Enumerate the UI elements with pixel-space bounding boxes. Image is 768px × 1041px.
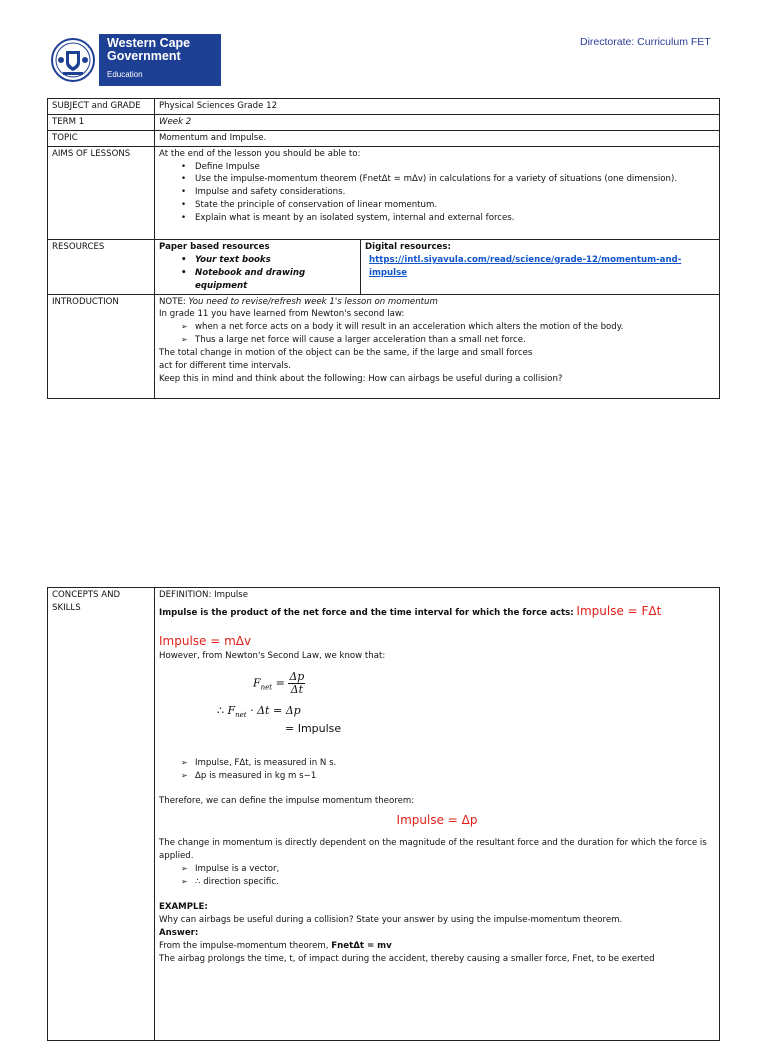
topic-label: TOPIC <box>48 130 155 146</box>
intro-line: Keep this in mind and think about the following: How can airbags be useful during a collision? <box>159 373 563 384</box>
table-row <box>48 240 720 295</box>
table-row <box>48 146 720 239</box>
term-value: Week 2 <box>155 114 720 130</box>
list-item: ➢ Impulse, FΔt, is measured in N s. <box>195 757 715 770</box>
topic-value: Momentum and Impulse. <box>155 130 720 146</box>
newton-formula: $F_{net}$ = $\frac{\Delta p}{\Delta t}$ ∴ $F_{net} \cdot \Delta t = \Delta p$ = Impulse <box>217 669 342 735</box>
intro-line: In grade 11 you have learned from Newton's second law: <box>159 309 405 320</box>
list-item: ➢ Impulse is a vector, <box>195 863 715 876</box>
intro-note: NOTE: You need to revise/refresh week 1's lesson on momentum <box>159 296 438 307</box>
wcg-logo <box>47 34 221 86</box>
aims-intro: At the end of the lesson you should be able to: <box>159 148 361 159</box>
list-item: • State the principle of conservation of linear momentum. <box>195 199 715 212</box>
list-item: • Impulse and safety considerations. <box>195 186 715 199</box>
intro-bullets <box>159 321 715 347</box>
aims-label: AIMS OF LESSONS <box>48 146 155 239</box>
resources-label: RESOURCES <box>48 240 155 295</box>
impulse-mv-formula: Impulse = mΔv <box>159 633 252 648</box>
definition-text: Impulse is the product of the net force and the time interval for which the force acts: Impulse = FΔt <box>159 603 662 618</box>
units-list <box>159 757 715 783</box>
lesson-overview-table <box>47 98 720 399</box>
org-name-line1: Western Cape <box>107 36 191 50</box>
paper-resources-list <box>159 254 356 293</box>
list-item: ➢ Thus a large net force will cause a larger acceleration than a small net force. <box>195 334 715 347</box>
digital-resources-heading: Digital resources: <box>365 242 451 253</box>
list-item: ➢ when a net force acts on a body it will result in an acceleration which alters the motion of the body. <box>195 321 715 334</box>
table-row <box>48 588 720 1041</box>
paper-resources-heading: Paper based resources <box>159 242 270 253</box>
subject-value: Physical Sciences Grade 12 <box>155 99 720 115</box>
siyavula-link[interactable]: https://intl.siyavula.com/read/science/grade-12/momentum-and-impulse <box>369 254 682 278</box>
org-department: Education <box>107 70 143 79</box>
table-row <box>48 130 720 146</box>
answer-line: From the impulse-momentum theorem, FnetΔt = mv <box>159 940 392 951</box>
definition-heading: DEFINITION: Impulse <box>159 590 249 600</box>
aims-list <box>159 161 715 225</box>
intro-line: The total change in motion of the object can be the same, if the large and small forces <box>159 348 533 359</box>
list-item: ➢ ∴ direction specific. <box>195 876 715 889</box>
concepts-table <box>47 587 720 1041</box>
answer-heading: Answer: <box>159 927 199 938</box>
list-item: • Your text books <box>195 254 356 267</box>
list-item: • Define Impulse <box>195 161 715 174</box>
directorate-label: Directorate: Curriculum FET <box>580 36 711 48</box>
list-item: ➢ Δp is measured in kg m s−1 <box>195 770 715 783</box>
list-item: • Explain what is meant by an isolated system, internal and external forces. <box>195 212 715 225</box>
answer-line: The airbag prolongs the time, t, of impact during the accident, thereby causing a smaller force, Fnet, to be exerted <box>159 953 655 964</box>
concepts-label: CONCEPTS AND SKILLS <box>48 588 155 1041</box>
list-item: • Notebook and drawing equipment <box>195 267 356 293</box>
impulse-momentum-theorem: Impulse = Δp <box>396 813 478 828</box>
newton-line: However, from Newton's Second Law, we know that: <box>159 650 386 661</box>
dependence-text: The change in momentum is directly dependent on the magnitude of the resultant force and the duration for which the force is applied. <box>159 838 707 862</box>
list-item: • Use the impulse-momentum theorem (FnetΔt = mΔv) in calculations for a variety of situations (one dimension). <box>195 173 715 186</box>
impulse-ft-formula: Impulse = FΔt <box>576 603 662 618</box>
org-name-line2: Government <box>107 49 181 63</box>
intro-line: act for different time intervals. <box>159 361 291 372</box>
subject-label: SUBJECT and GRADE <box>48 99 155 115</box>
example-heading: EXAMPLE: <box>159 902 208 913</box>
introduction-label: INTRODUCTION <box>48 294 155 398</box>
crest-icon <box>47 34 99 86</box>
theorem-intro: Therefore, we can define the impulse momentum theorem: <box>159 795 415 806</box>
table-row <box>48 114 720 130</box>
table-row <box>48 294 720 398</box>
example-question: Why can airbags be useful during a collision? State your answer by using the impulse-momentum theorem. <box>159 914 623 925</box>
vector-list <box>159 863 715 889</box>
term-label: TERM 1 <box>48 114 155 130</box>
table-row <box>48 99 720 115</box>
